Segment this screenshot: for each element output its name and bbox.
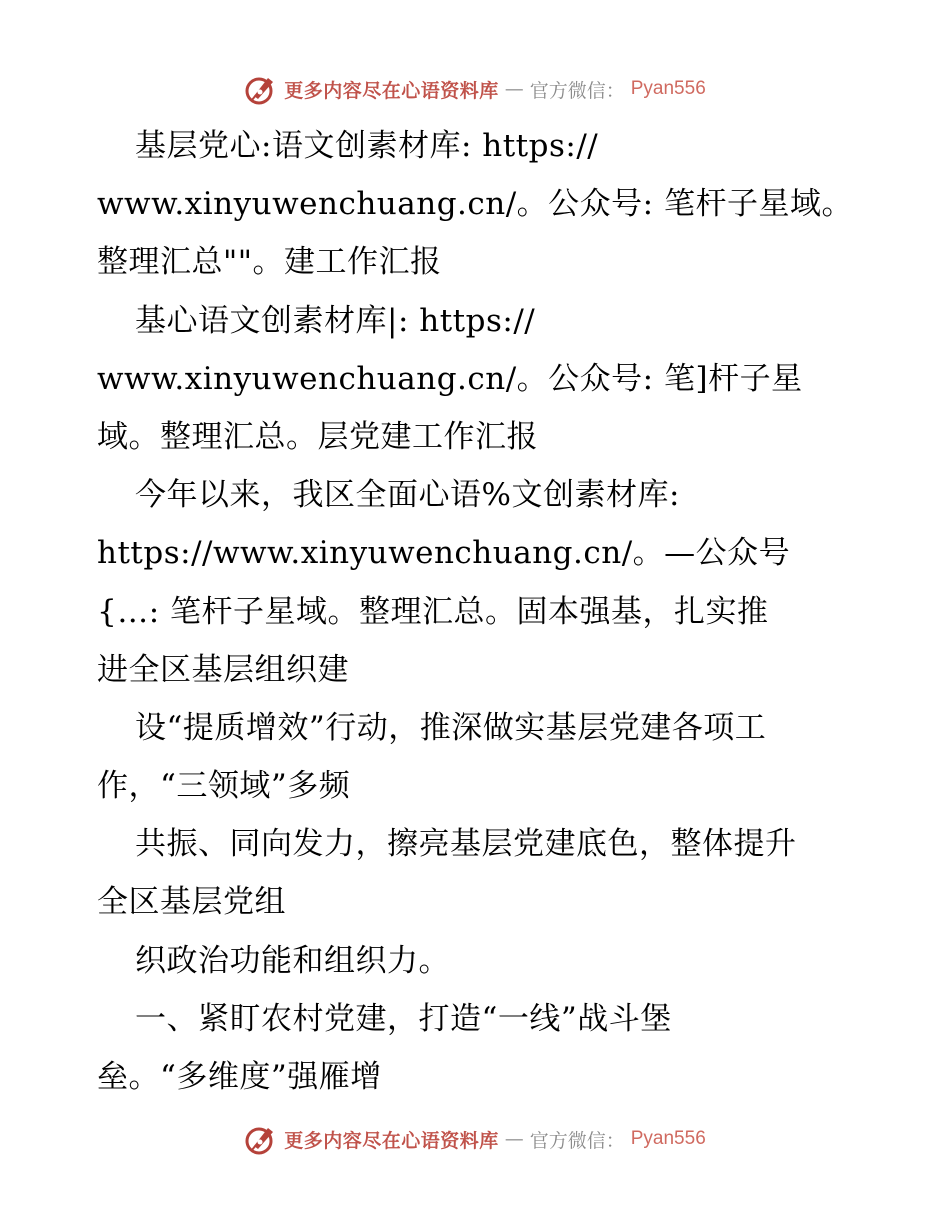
paragraph-line: 垒。“多维度”强雁增 bbox=[97, 1059, 382, 1095]
paragraph-line: {…: 笔杆子星域。整理汇总。固本强基，扎实推 bbox=[97, 593, 769, 630]
paragraph-line: 织政治功能和组织力。 bbox=[135, 942, 450, 979]
paragraph-line: www.xinyuwenchuang.cn/。公众号: 笔杆子星域。 bbox=[97, 186, 853, 223]
paragraph-line: 基层党心:语文创素材库: https:// bbox=[135, 128, 599, 164]
banner-dash: — bbox=[504, 78, 524, 100]
paragraph-line: 域。整理汇总。层党建工作汇报 bbox=[97, 418, 538, 455]
paragraph-line: 共振、同向发力，擦亮基层党建底色，整体提升 bbox=[135, 826, 797, 863]
pen-nib-logo-icon bbox=[244, 72, 278, 106]
banner-wechat-label: 官方微信： bbox=[529, 1129, 625, 1152]
banner-dash: — bbox=[504, 1128, 524, 1150]
paragraph-line: 作，“三领域”多频 bbox=[97, 768, 351, 805]
footer-banner bbox=[0, 1122, 950, 1156]
paragraph-line: 全区基层党组 bbox=[97, 884, 286, 921]
paragraph-line: https://www.xinyuwenchuang.cn/。—公众号 bbox=[97, 535, 791, 572]
paragraph-line: 基心语文创素材库|: https:// bbox=[135, 302, 536, 339]
header-banner bbox=[0, 72, 950, 106]
banner-wechat-id: Pyan556 bbox=[630, 78, 706, 99]
document-body bbox=[97, 117, 867, 1106]
paragraph-line: 设“提质增效”行动，推深做实基层党建各项工 bbox=[135, 709, 767, 746]
paragraph-line: www.xinyuwenchuang.cn/。公众号: 笔]杆子星 bbox=[97, 360, 803, 397]
paragraph-line: 整理汇总""。建工作汇报 bbox=[97, 244, 442, 281]
banner-wechat-label: 官方微信： bbox=[529, 79, 625, 102]
paragraph-line: 一、紧盯农村党建，打造“一线”战斗堡 bbox=[135, 1000, 672, 1037]
pen-nib-logo-icon bbox=[244, 1122, 278, 1156]
banner-wechat-id: Pyan556 bbox=[630, 1128, 706, 1149]
banner-text: 更多内容尽在心语资料库 bbox=[284, 1129, 499, 1152]
paragraph-line: 今年以来，我区全面心语%文创素材库: bbox=[135, 477, 680, 514]
banner-text: 更多内容尽在心语资料库 bbox=[284, 79, 499, 102]
paragraph-line: 进全区基层组织建 bbox=[97, 651, 349, 688]
